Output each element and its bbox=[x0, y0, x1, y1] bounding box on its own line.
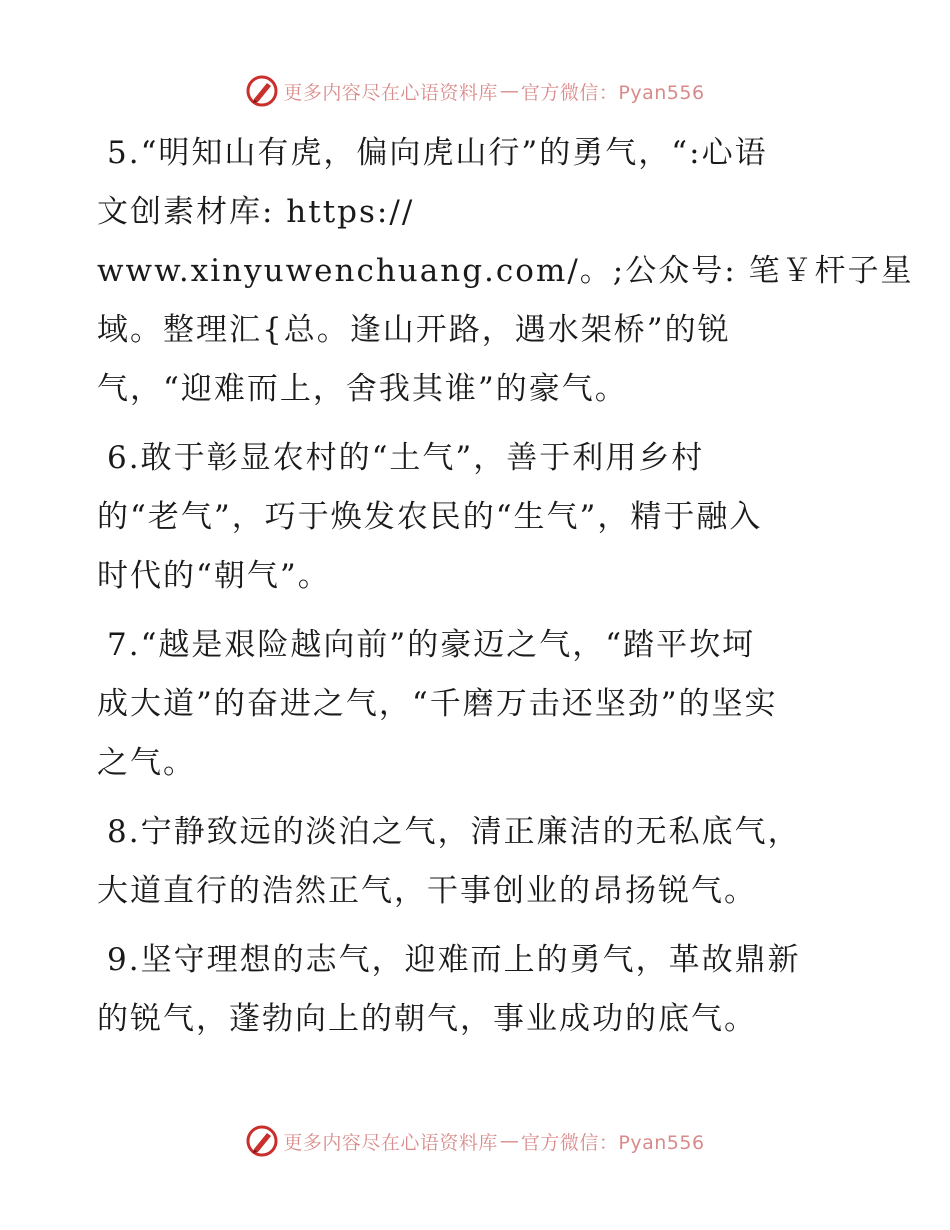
watermark-text: 更多内容尽在心语资料库 bbox=[283, 1131, 498, 1154]
text-line: 7.“越是艰险越向前”的豪迈之气，“踏平坎坷 bbox=[107, 627, 756, 663]
text-line: 6.敢于彰显农村的“土气”，善于利用乡村 bbox=[107, 440, 705, 476]
paragraph-6 bbox=[97, 429, 857, 606]
text-line: www.xinyuwenchuang.com/。;公众号: 笔￥杆子星 bbox=[97, 253, 914, 289]
watermark-separator: — bbox=[499, 1130, 519, 1152]
text-line: 成大道”的奋进之气，“千磨万击还坚劲”的坚实 bbox=[97, 686, 778, 722]
document-body bbox=[97, 124, 914, 1059]
text-line: 5.“明知山有虎，偏向虎山行”的勇气，“:心语 bbox=[107, 135, 768, 171]
paragraph-8 bbox=[97, 803, 857, 921]
text-line: 的“老气”，巧于焕发农民的“生气”，精于融入 bbox=[97, 499, 763, 535]
pen-logo-icon bbox=[245, 74, 279, 108]
paragraph-9 bbox=[97, 931, 857, 1049]
paragraph-5 bbox=[97, 124, 914, 419]
text-line: 气，“迎难而上，舍我其谁”的豪气。 bbox=[97, 371, 628, 407]
text-line: 的锐气，蓬勃向上的朝气，事业成功的底气。 bbox=[97, 1001, 757, 1037]
pen-logo-icon bbox=[245, 1124, 279, 1158]
text-line: 时代的“朝气”。 bbox=[97, 558, 331, 594]
watermark-wechat: 官方微信：Pyan556 bbox=[520, 1131, 705, 1154]
watermark-wechat: 官方微信：Pyan556 bbox=[520, 81, 705, 104]
text-line: 文创素材库: https:// bbox=[97, 194, 415, 230]
footer-watermark bbox=[0, 1124, 950, 1158]
text-line: 之气。 bbox=[97, 745, 196, 781]
paragraph-7 bbox=[97, 616, 857, 793]
text-line: 9.坚守理想的志气，迎难而上的勇气，革故鼎新 bbox=[107, 942, 801, 978]
text-line: 域。整理汇{总。逢山开路，遇水架桥”的锐 bbox=[97, 312, 731, 348]
text-line: 大道直行的浩然正气，干事创业的昂扬锐气。 bbox=[97, 873, 757, 909]
text-line: 8.宁静致远的淡泊之气，清正廉洁的无私底气， bbox=[107, 814, 801, 850]
watermark-separator: — bbox=[499, 80, 519, 102]
watermark-text: 更多内容尽在心语资料库 bbox=[283, 81, 498, 104]
header-watermark bbox=[0, 74, 950, 108]
